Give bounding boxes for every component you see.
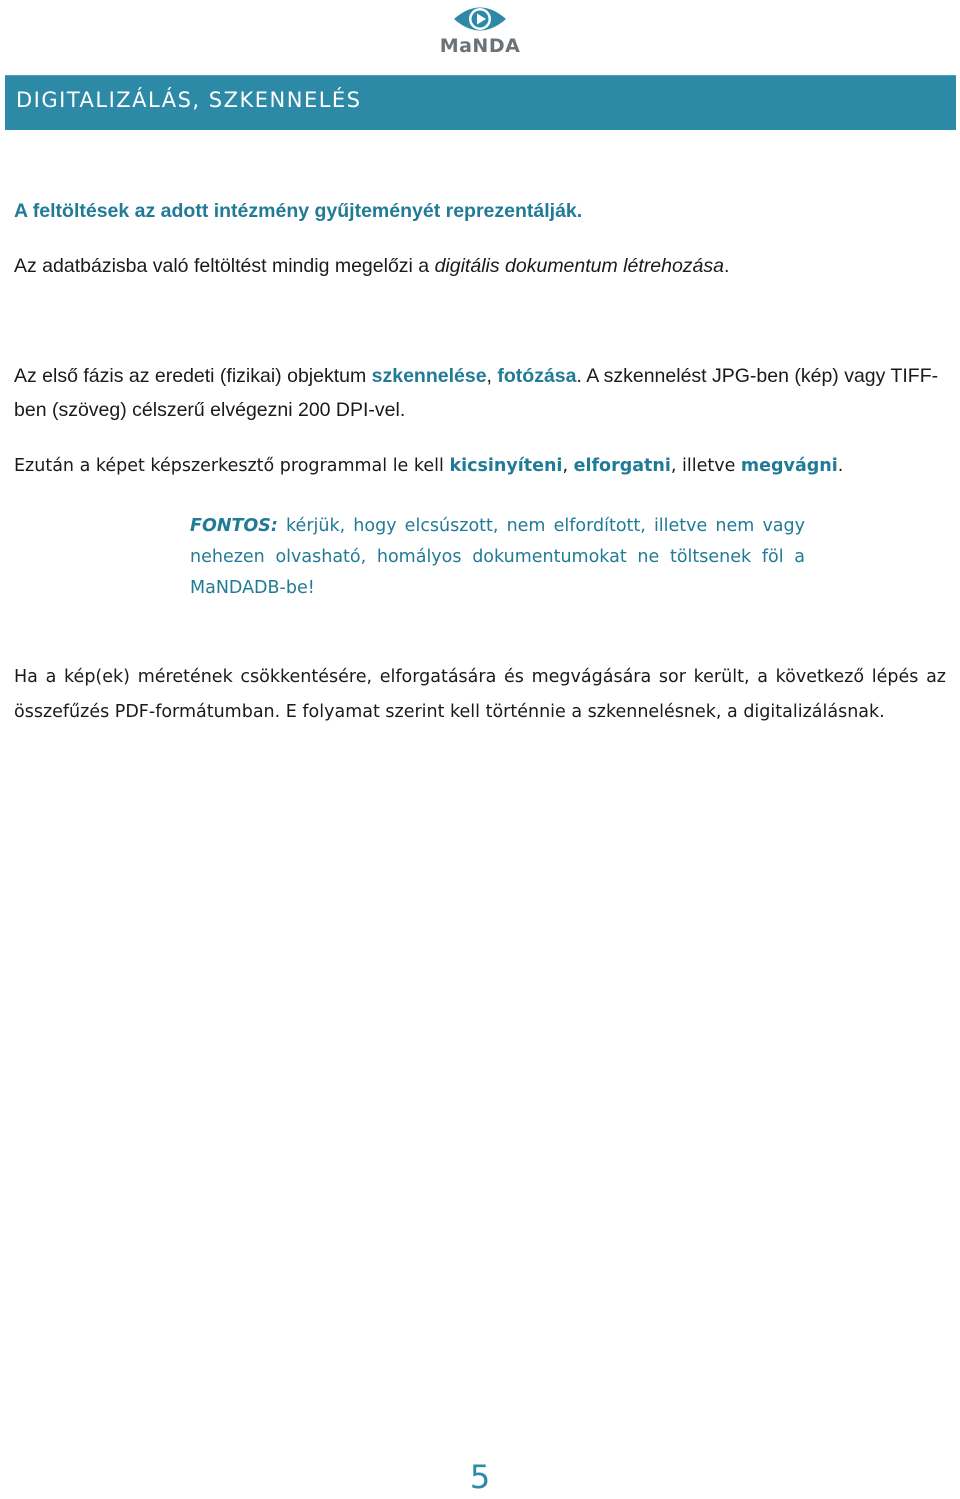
intro-end: . [723, 255, 730, 277]
edit-text-3: , illetve [670, 456, 741, 476]
headline: A feltöltések az adott intézmény gyűjteményét reprezentálják. [14, 200, 583, 222]
important-notice [190, 511, 805, 604]
scan-text-2: , [486, 365, 498, 387]
eye-play-icon [414, 2, 546, 36]
scan-highlight-2: fotózása [497, 365, 577, 387]
edit-text-1: Ezután a képet képszerkesztő programmal le kell [14, 456, 450, 476]
section-title: DIGITALIZÁLÁS, SZKENNELÉS [16, 88, 362, 112]
paragraph-scanning [14, 359, 949, 427]
manda-logo [414, 2, 546, 58]
paragraph-intro [14, 249, 949, 283]
scan-text-1: Az első fázis az eredeti (fizikai) objektum [14, 365, 372, 387]
paragraph-pdf: Ha a kép(ek) méretének csökkentésére, elforgatására és megvágására sor került, a következő lépés az összefűzés PDF-formátumban. E folyamat szerint kell történnie a szkennelésnek, a digitalizálásnak. [14, 667, 946, 722]
paragraph-editing [14, 449, 949, 484]
edit-highlight-3: megvágni [740, 456, 838, 476]
logo-wordmark: MaNDA [439, 35, 521, 57]
edit-text-4: . [837, 456, 844, 476]
page-number: 5 [469, 1458, 491, 1496]
notice-lead: FONTOS: [190, 516, 278, 536]
intro-italic: digitális dokumentum létrehozása [434, 255, 724, 277]
edit-text-2: , [562, 456, 574, 476]
intro-text: Az adatbázisba való feltöltést mindig megelőzi a [14, 255, 435, 277]
section-banner [5, 75, 956, 130]
edit-highlight-1: kicsinyíteni [449, 456, 563, 476]
edit-highlight-2: elforgatni [573, 456, 671, 476]
notice-body: kérjük, hogy elcsúszott, nem elfordított, illetve nem vagy nehezen olvasható, homályos dokumentumokat ne töltsenek föl a MaNDADB-be! [190, 516, 805, 598]
scan-highlight-1: szkennelése [371, 365, 487, 387]
scan-text-3: . A szkennelést JPG-ben (kép) vagy TIFF-ben (szöveg) célszerű elvégezni 200 DPI-vel. [14, 365, 939, 421]
